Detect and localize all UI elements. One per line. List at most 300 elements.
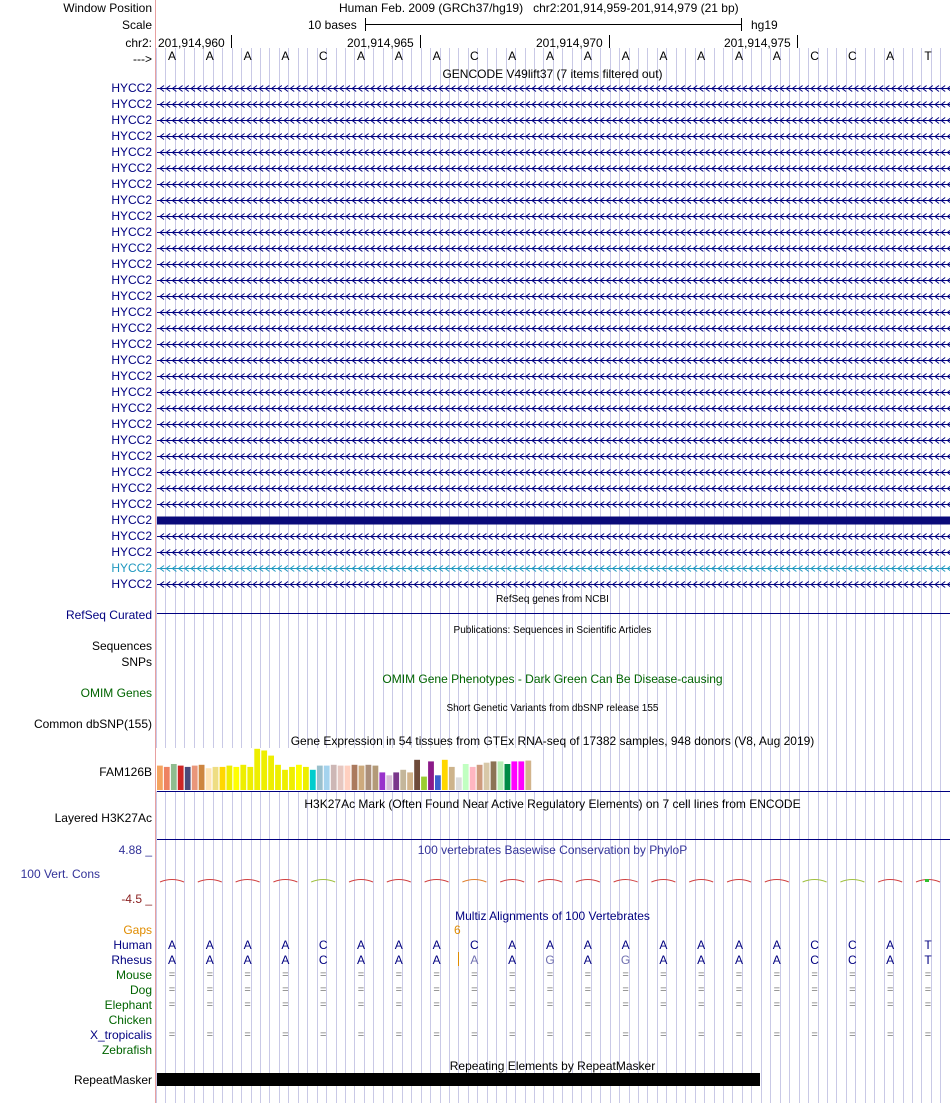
- gtex-tissue-bar: [331, 765, 337, 790]
- multiz-match: =: [697, 1029, 705, 1041]
- gtex-tissue-bar: [463, 764, 469, 790]
- gtex-tissue-bar: [185, 767, 191, 790]
- multiz-match: =: [244, 1029, 251, 1041]
- phylop-mark: [765, 880, 789, 883]
- gencode-title[interactable]: GENCODE V49lift37 (7 items filtered out): [442, 67, 663, 81]
- phylop-mark: [727, 880, 751, 883]
- multiz-match: =: [697, 984, 705, 996]
- multiz-match: =: [282, 999, 289, 1011]
- phylop-mark: [349, 880, 373, 883]
- multiz-base: C: [470, 938, 479, 952]
- base-letter: A: [205, 49, 214, 63]
- gtex-tissue-bar: [261, 751, 267, 791]
- coord-4: 201,914,975: [724, 36, 791, 50]
- multiz-match: =: [584, 999, 592, 1011]
- gencode-row-label: HYCC2: [111, 401, 152, 415]
- gencode-row-label: HYCC2: [111, 369, 152, 383]
- gtex-tissue-bar: [345, 766, 351, 790]
- multiz-match: =: [433, 969, 440, 981]
- multiz-match: =: [471, 999, 478, 1011]
- gtex-tissue-bar: [421, 777, 427, 790]
- gtex-tissue-bar: [282, 770, 288, 790]
- gtex-tissue-bar: [400, 770, 406, 790]
- chrom-label: chr2:: [125, 36, 152, 50]
- multiz-base: A: [356, 953, 365, 967]
- gencode-row-label: HYCC2: [111, 113, 152, 127]
- gencode-row-label: HYCC2: [111, 545, 152, 559]
- gtex-tissue-bar: [511, 761, 517, 790]
- gtex-tissue-bar: [310, 770, 316, 790]
- gencode-row-label: HYCC2: [111, 513, 152, 527]
- gencode-row-label: HYCC2: [111, 385, 152, 399]
- phylop-mark: [198, 880, 222, 883]
- multiz-match: =: [319, 1029, 327, 1041]
- base-letter: A: [886, 49, 895, 63]
- gencode-row-label: HYCC2: [111, 161, 152, 175]
- gencode-row-label: HYCC2: [111, 177, 152, 191]
- base-letter: A: [621, 49, 630, 63]
- base-letter: A: [659, 49, 668, 63]
- multiz-match: =: [206, 969, 214, 981]
- gencode-row-label: HYCC2: [111, 465, 152, 479]
- multiz-base: A: [281, 953, 290, 967]
- multiz-match: =: [546, 984, 554, 996]
- multiz-base: A: [659, 938, 668, 952]
- multiz-base: A: [583, 938, 592, 952]
- gencode-row-label: HYCC2: [111, 193, 152, 207]
- multiz-match: =: [660, 1029, 667, 1041]
- gtex-tissue-bar: [435, 775, 441, 790]
- gtex-tissue-bar: [338, 766, 344, 790]
- gencode-row-label: HYCC2: [111, 305, 152, 319]
- gencode-row-label: HYCC2: [111, 209, 152, 223]
- gtex-tissue-bar: [213, 767, 219, 790]
- multiz-base: C: [810, 953, 819, 967]
- multiz-base: A: [886, 953, 895, 967]
- gap-count: 6: [454, 923, 461, 937]
- species-label: Dog: [129, 983, 152, 997]
- multiz-match: =: [811, 969, 818, 981]
- base-letter: A: [356, 49, 365, 63]
- multiz-match: =: [471, 1029, 478, 1041]
- gtex-tissue-bar: [470, 767, 476, 790]
- multiz-match: =: [244, 999, 251, 1011]
- multiz-match: =: [206, 999, 214, 1011]
- gtex-tissue-bar: [171, 764, 177, 790]
- multiz-match: =: [584, 969, 592, 981]
- multiz-match: =: [546, 1029, 554, 1041]
- gtex-tissue-bar: [442, 760, 448, 790]
- multiz-match: =: [508, 1029, 516, 1041]
- base-letter: C: [810, 49, 819, 63]
- multiz-match: =: [622, 999, 629, 1011]
- gtex-tissue-bar: [428, 761, 434, 790]
- gtex-tissue-bar: [393, 772, 399, 790]
- gtex-tissue-bar: [477, 765, 483, 790]
- cons-title[interactable]: 100 vertebrates Basewise Conservation by PhyloP: [417, 843, 688, 857]
- multiz-match: =: [319, 969, 327, 981]
- gtex-tissue-bar: [359, 766, 365, 790]
- gencode-row-label: HYCC2: [111, 241, 152, 255]
- multiz-match: =: [924, 984, 932, 996]
- phylop-mark: [538, 880, 562, 883]
- gencode-row-label: HYCC2: [111, 497, 152, 511]
- multiz-match: =: [546, 969, 554, 981]
- coord-1: 201,914,960: [158, 36, 225, 50]
- repeatmasker-block: [157, 1073, 760, 1086]
- multiz-match: =: [244, 984, 251, 996]
- multiz-match: =: [811, 984, 818, 996]
- multiz-match: =: [206, 1029, 214, 1041]
- gtex-tissue-bar: [296, 765, 302, 790]
- gencode-row-label: HYCC2: [111, 481, 152, 495]
- cons-min: -4.5 _: [121, 892, 152, 906]
- refseq-label[interactable]: RefSeq Curated: [65, 608, 152, 622]
- multiz-base: A: [659, 953, 668, 967]
- dbsnp-label[interactable]: Common dbSNP(155): [33, 717, 152, 731]
- gaps-label: Gaps: [123, 923, 152, 937]
- refseq-title[interactable]: RefSeq genes from NCBI: [496, 594, 609, 605]
- multiz-match: =: [849, 984, 856, 996]
- multiz-match: =: [811, 999, 818, 1011]
- coord-2: 201,914,965: [347, 36, 414, 50]
- gencode-row-label: HYCC2: [111, 353, 152, 367]
- gtex-tissue-bar: [414, 760, 420, 790]
- multiz-base: A: [394, 938, 403, 952]
- multiz-match: =: [508, 969, 516, 981]
- gtex-tissue-bar: [525, 761, 531, 790]
- gencode-row-label: HYCC2: [111, 145, 152, 159]
- multiz-match: =: [622, 984, 629, 996]
- strand-label: --->: [133, 52, 152, 66]
- rmsk-title[interactable]: Repeating Elements by RepeatMasker: [449, 1059, 656, 1073]
- multiz-match: =: [697, 969, 705, 981]
- phylop-mark: [651, 880, 675, 883]
- multiz-match: =: [395, 984, 403, 996]
- multiz-base: A: [697, 953, 706, 967]
- base-letter: A: [583, 49, 592, 63]
- multiz-match: =: [735, 969, 743, 981]
- multiz-base: A: [243, 938, 252, 952]
- multiz-match: =: [773, 999, 781, 1011]
- base-letter: C: [318, 49, 328, 63]
- phylop-mark: [803, 880, 827, 883]
- gencode-row-label: HYCC2: [111, 321, 152, 335]
- multiz-match: =: [584, 1029, 592, 1041]
- species-label: Human: [113, 938, 152, 952]
- species-label: Rhesus: [111, 953, 152, 967]
- multiz-match: =: [357, 999, 365, 1011]
- base-letter: A: [508, 49, 517, 63]
- multiz-match: =: [206, 984, 214, 996]
- multiz-base: A: [734, 953, 743, 967]
- assembly-text: Human Feb. 2009 (GRCh37/hg19): [339, 1, 524, 15]
- gtex-tissue-bar: [449, 767, 455, 790]
- multiz-match: =: [357, 969, 365, 981]
- gtex-tissue-bar: [275, 765, 281, 790]
- phylop-mark: [462, 880, 486, 883]
- position-text: chr2:201,914,959-201,914,979 (21 bp): [533, 1, 739, 15]
- multiz-base: A: [886, 938, 895, 952]
- multiz-base: A: [243, 953, 252, 967]
- multiz-base: A: [394, 953, 403, 967]
- multiz-match: =: [508, 999, 516, 1011]
- base-letter: A: [394, 49, 403, 63]
- gtex-tissue-bar: [220, 767, 226, 790]
- multiz-base: A: [432, 938, 441, 952]
- multiz-base: A: [772, 938, 781, 952]
- multiz-match: =: [395, 969, 403, 981]
- multiz-match: =: [849, 969, 856, 981]
- multiz-match: =: [433, 984, 440, 996]
- h3k27-title[interactable]: H3K27Ac Mark (Often Found Near Active Regulatory Elements) on 7 cell lines from ENCODE: [304, 797, 801, 811]
- gtex-tissue-bar: [157, 766, 163, 790]
- multiz-base: A: [583, 953, 592, 967]
- multiz-base: A: [167, 938, 176, 952]
- species-label: X_tropicalis: [89, 1028, 152, 1042]
- base-letter: A: [545, 49, 554, 63]
- multiz-match: =: [886, 969, 894, 981]
- base-letter: C: [848, 49, 857, 63]
- multiz-base: A: [508, 953, 517, 967]
- gencode-row-label: HYCC2: [111, 97, 152, 111]
- multiz-match: =: [168, 1029, 176, 1041]
- gtex-tissue-bar: [498, 761, 504, 790]
- multiz-base: A: [734, 938, 743, 952]
- cons-max: 4.88 _: [118, 843, 152, 857]
- multiz-match: =: [357, 1029, 365, 1041]
- multiz-title[interactable]: Multiz Alignments of 100 Vertebrates: [455, 909, 650, 923]
- phylop-mark: [500, 880, 524, 883]
- phylop-mark: [614, 880, 638, 883]
- dbsnp-title[interactable]: Short Genetic Variants from dbSNP release 155: [446, 703, 659, 714]
- multiz-base: C: [848, 953, 857, 967]
- multiz-match: =: [168, 969, 176, 981]
- multiz-match: =: [849, 999, 856, 1011]
- scale-label: Scale: [121, 18, 152, 32]
- phylop-mark: [311, 880, 335, 883]
- gencode-row-label: HYCC2: [111, 561, 152, 575]
- gtex-tissue-bar: [456, 777, 462, 790]
- base-letter: C: [470, 49, 479, 63]
- multiz-match: =: [849, 1029, 856, 1041]
- gencode-row-label: HYCC2: [111, 417, 152, 431]
- multiz-match: =: [886, 1029, 894, 1041]
- gtex-tissue-bar: [254, 749, 260, 790]
- multiz-match: =: [924, 1029, 932, 1041]
- base-letter: A: [243, 49, 252, 63]
- window-position-label: Window Position: [63, 1, 152, 15]
- gtex-tissue-bar: [484, 763, 490, 790]
- gencode-row-label: HYCC2: [111, 337, 152, 351]
- multiz-match: =: [395, 999, 403, 1011]
- gencode-row-label: HYCC2: [111, 449, 152, 463]
- multiz-match: =: [433, 999, 440, 1011]
- coord-3: 201,914,970: [536, 36, 603, 50]
- multiz-base: A: [545, 938, 554, 952]
- multiz-match: =: [924, 969, 932, 981]
- gencode-row-label: HYCC2: [111, 257, 152, 271]
- gtex-tissue-bar: [199, 765, 205, 790]
- multiz-base: A: [205, 938, 214, 952]
- multiz-base: A: [470, 953, 479, 967]
- multiz-match: =: [357, 984, 365, 996]
- multiz-match: =: [773, 1029, 781, 1041]
- base-letter: A: [697, 49, 706, 63]
- gtex-tissue-bar: [505, 764, 511, 790]
- multiz-match: =: [168, 984, 176, 996]
- pubs-title[interactable]: Publications: Sequences in Scientific Articles: [453, 625, 652, 636]
- cons-label[interactable]: 100 Vert. Cons: [20, 867, 100, 881]
- multiz-match: =: [735, 1029, 743, 1041]
- omim-label[interactable]: OMIM Genes: [80, 686, 152, 700]
- gtex-tissue-bar: [407, 772, 413, 790]
- phylop-mark: [236, 880, 260, 883]
- multiz-match: =: [660, 984, 667, 996]
- base-letter: A: [281, 49, 290, 63]
- multiz-match: =: [471, 984, 478, 996]
- gencode-row-label: HYCC2: [111, 529, 152, 543]
- multiz-match: =: [773, 984, 781, 996]
- multiz-match: =: [319, 984, 327, 996]
- multiz-base: C: [810, 938, 819, 952]
- multiz-match: =: [319, 999, 327, 1011]
- multiz-match: =: [282, 984, 289, 996]
- gtex-tissue-bar: [303, 767, 309, 790]
- gtex-tissue-bar: [227, 766, 233, 790]
- gencode-row-label: HYCC2: [111, 129, 152, 143]
- gtex-tissue-bar: [373, 766, 379, 790]
- multiz-match: =: [282, 1029, 289, 1041]
- multiz-base: T: [924, 953, 932, 967]
- gencode-row-label: HYCC2: [111, 433, 152, 447]
- multiz-base: A: [281, 938, 290, 952]
- species-label: Elephant: [104, 998, 152, 1012]
- multiz-base: A: [508, 938, 517, 952]
- gencode-row-label: HYCC2: [111, 289, 152, 303]
- gtex-label[interactable]: FAM126B: [99, 765, 152, 779]
- multiz-match: =: [660, 999, 667, 1011]
- h3k27-label[interactable]: Layered H3K27Ac: [54, 811, 152, 825]
- multiz-match: =: [622, 969, 629, 981]
- multiz-base: G: [545, 953, 555, 967]
- phylop-mark: [387, 880, 411, 883]
- gtex-tissue-bar: [366, 765, 372, 790]
- gtex-tissue-bar: [247, 767, 253, 790]
- multiz-base: A: [205, 953, 214, 967]
- window-position: [339, 1, 739, 15]
- phylop-mark: [840, 880, 864, 883]
- multiz-match: =: [168, 999, 176, 1011]
- multiz-match: =: [622, 1029, 629, 1041]
- multiz-match: =: [584, 984, 592, 996]
- gencode-row-label: HYCC2: [111, 225, 152, 239]
- gtex-tissue-bar: [289, 767, 295, 790]
- multiz-match: =: [282, 969, 289, 981]
- phylop-mark: [576, 880, 600, 883]
- multiz-match: =: [735, 984, 743, 996]
- multiz-match: =: [395, 1029, 403, 1041]
- omim-title[interactable]: OMIM Gene Phenotypes - Dark Green Can Be Disease-causing: [382, 672, 723, 686]
- db-text: hg19: [751, 18, 778, 32]
- multiz-base: A: [697, 938, 706, 952]
- gtex-tissue-bar: [379, 772, 385, 790]
- multiz-base: A: [167, 953, 176, 967]
- multiz-base: T: [924, 938, 932, 952]
- base-letter: T: [924, 49, 932, 63]
- base-letter: A: [772, 49, 781, 63]
- multiz-match: =: [773, 969, 781, 981]
- multiz-base: A: [621, 938, 630, 952]
- base-letter: A: [167, 49, 176, 63]
- phylop-mark: [689, 880, 713, 883]
- gtex-tissue-bar: [386, 775, 392, 790]
- multiz-base: A: [772, 953, 781, 967]
- gtex-tissue-bar: [324, 766, 330, 790]
- multiz-match: =: [811, 1029, 818, 1041]
- phylop-mark: [425, 880, 449, 883]
- gtex-tissue-bar: [206, 768, 212, 790]
- gtex-tissue-bar: [240, 765, 246, 790]
- species-label: Zebrafish: [101, 1043, 152, 1057]
- gencode-row-label: HYCC2: [111, 273, 152, 287]
- pubs-label-sequences[interactable]: Sequences: [91, 639, 152, 653]
- gtex-tissue-bar: [268, 756, 274, 790]
- species-label: Chicken: [108, 1013, 152, 1027]
- gtex-title[interactable]: Gene Expression in 54 tissues from GTEx RNA-seq of 17382 samples, 948 donors (V8, Aug 2019): [290, 734, 815, 748]
- gtex-tissue-bar: [491, 761, 497, 790]
- gtex-tissue-bar: [352, 765, 358, 790]
- multiz-match: =: [508, 984, 516, 996]
- gencode-row-label: HYCC2: [111, 81, 152, 95]
- multiz-base: C: [848, 938, 857, 952]
- multiz-base: G: [620, 953, 631, 967]
- gtex-tissue-bar: [178, 766, 184, 790]
- species-label: Mouse: [115, 968, 152, 982]
- phylop-mark: [160, 880, 184, 883]
- scale-text: 10 bases: [308, 18, 357, 32]
- multiz-match: =: [546, 999, 554, 1011]
- multiz-match: =: [660, 969, 667, 981]
- rmsk-label[interactable]: RepeatMasker: [73, 1073, 152, 1087]
- multiz-base: C: [318, 953, 328, 967]
- phylop-mark: [878, 880, 902, 883]
- multiz-match: =: [886, 999, 894, 1011]
- gtex-tissue-bar: [233, 767, 239, 790]
- multiz-match: =: [471, 969, 478, 981]
- phylop-mark: [925, 879, 929, 882]
- gtex-tissue-bar: [518, 761, 524, 790]
- base-letter: A: [734, 49, 743, 63]
- base-letter: A: [432, 49, 441, 63]
- multiz-base: A: [432, 953, 441, 967]
- multiz-match: =: [924, 999, 932, 1011]
- multiz-match: =: [433, 1029, 440, 1041]
- gtex-tissue-bar: [164, 767, 170, 790]
- pubs-label-snps[interactable]: SNPs: [121, 655, 152, 669]
- multiz-base: C: [318, 938, 328, 952]
- phylop-mark: [273, 880, 297, 883]
- multiz-match: =: [697, 999, 705, 1011]
- gtex-tissue-bar: [192, 766, 198, 790]
- gene-exon-block: [157, 517, 950, 525]
- multiz-match: =: [735, 999, 743, 1011]
- multiz-match: =: [244, 969, 251, 981]
- multiz-base: A: [356, 938, 365, 952]
- gencode-row-label: HYCC2: [111, 577, 152, 591]
- gtex-tissue-bar: [317, 766, 323, 790]
- multiz-match: =: [886, 984, 894, 996]
